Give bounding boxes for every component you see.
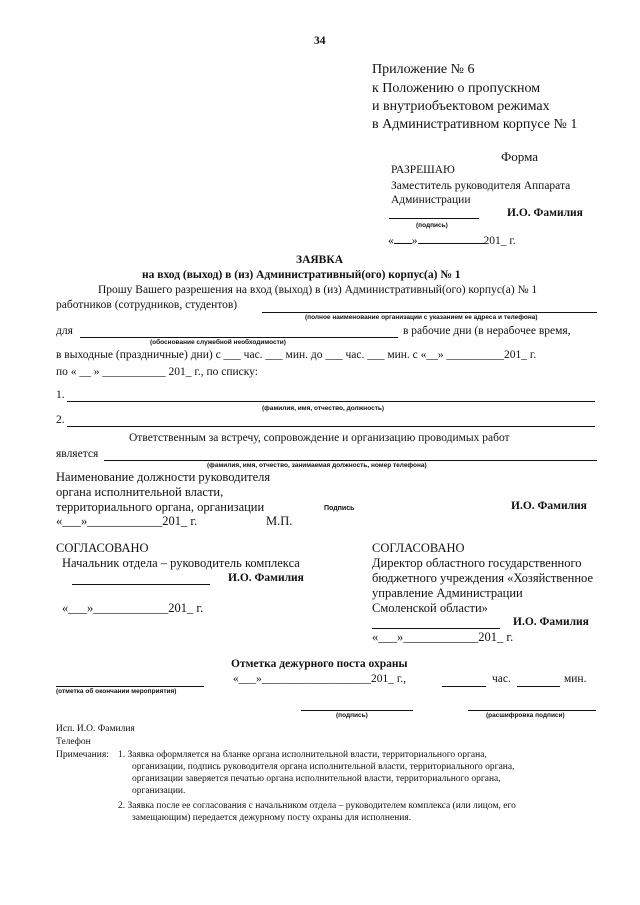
list-item-1-number: 1. [56,389,65,401]
guard-hours-line[interactable] [442,686,486,687]
note-1-line-4: организации. [132,786,186,796]
agree-right-line-2: бюджетного учреждения «Хозяйственное [372,571,594,585]
agree-left-title: СОГЛАСОВАНО [56,541,149,555]
workdays-text: в рабочие дни (в нерабочее время, [403,325,571,337]
approve-title: РАЗРЕШАЮ [391,164,455,176]
list-item-2-number: 2. [56,414,65,426]
agree-right-signature-line[interactable] [372,628,500,629]
for-label: для [56,325,73,337]
until-line: по « __ » ___________ 201_ г., по списку: [56,366,258,378]
note-1-line-1: 1. Заявка оформляется на бланке органа исполнительной власти, территориального органа, [118,750,487,760]
executor: Исп. И.О. Фамилия [56,724,135,734]
agree-right-line-1: Директор областного государственного [372,556,582,570]
guard-decoding-line[interactable] [468,710,596,711]
note-1-line-2: организации, подпись руководителя органа исполнительной власти, территориального органа, [132,762,515,772]
head-position-line-2: органа исполнительной власти, [56,485,224,499]
agree-right-title: СОГЛАСОВАНО [372,541,465,555]
guard-date: «___»___________________201_ г., [233,673,407,685]
fio-caption: (фамилия, имя, отчество, должность) [262,405,385,412]
appendix-line-4: в Административном корпусе № 1 [372,117,578,132]
list-item-2-line[interactable] [67,426,595,427]
approve-line-1: Заместитель руководителя Аппарата [391,180,571,192]
appendix-line-1: Приложение № 6 [372,62,475,77]
request-line-2: работников (сотрудников, студентов) [56,299,238,311]
agree-right-line-4: Смоленской области» [372,601,488,615]
head-date: «___»____________201_ г. [56,514,198,528]
request-subheading: на вход (выход) в (из) Административный(ого) корпус(а) № 1 [142,269,461,281]
request-heading: ЗАЯВКА [296,254,343,266]
org-caption: (полное наименование организации с указанием ее адреса и телефона) [305,314,538,321]
agree-left-name: И.О. Фамилия [228,572,304,584]
approve-line-2: Администрации [391,194,471,206]
signature-word: Подпись [324,505,355,512]
guard-signature-caption: (подпись) [336,712,368,719]
form-label: Форма [501,149,538,164]
guard-decoding-caption: (расшифровка подписи) [486,712,565,719]
approve-signature-line [389,218,479,219]
guard-minutes-line[interactable] [517,686,560,687]
agree-left-date: «___»____________201_ г. [62,601,204,615]
agree-right-date: «___»____________201_ г. [372,630,514,644]
approve-date: « » 201_ г. [388,235,516,247]
note-2-line-2: замещающим) передается дежурному посту охраны для исполнения. [132,813,412,823]
note-1-line-3: организации заверяется печатью органа исполнительной власти, территориального органа, [132,774,501,784]
request-line-1: Прошу Вашего разрешения на вход (выход) в (из) Административный(ого) корпус(а) № 1 [98,284,538,296]
guard-title: Отметка дежурного поста охраны [231,658,408,670]
approve-signature-caption: (подпись) [416,222,448,229]
reason-caption: (обоснование служебной необходимости) [150,339,286,346]
guard-signature-line[interactable] [301,710,413,711]
guard-end-line[interactable] [56,686,204,687]
guard-minutes-label: мин. [564,673,587,685]
responsible-text: Ответственным за встречу, сопровождение и организацию проводимых работ [129,432,510,444]
phone: Телефон [56,737,91,747]
appendix-line-3: и внутриобъектовом режимах [372,99,550,114]
weekend-line: в выходные (праздничные) дни) с ___ час. ___ мин. до ___ час. ___ мин. с «__» __________201_ г. [56,349,537,361]
is-label: является [56,448,99,460]
reason-field-line[interactable] [80,337,398,338]
approve-name: И.О. Фамилия [507,207,583,219]
guard-end-caption: (отметка об окончании мероприятия) [56,688,177,695]
note-2-line-1: 2. Заявка после ее согласования с начальником отдела – руководителем комплекса (или лицом, его [118,801,516,811]
org-field-line[interactable] [262,312,597,313]
list-item-1-line[interactable] [67,401,595,402]
head-position-line-1: Наименование должности руководителя [56,470,271,484]
guard-hours-label: час. [492,673,511,685]
responsible-field-line[interactable] [104,460,597,461]
appendix-line-2: к Положению о пропускном [372,81,541,96]
agree-left-position: Начальник отдела – руководитель комплекса [62,556,300,570]
head-position-line-3: территориального органа, организации [56,500,265,514]
responsible-caption: (фамилия, имя, отчество, занимаемая должность, номер телефона) [207,462,427,469]
notes-label: Примечания: [56,750,109,760]
agree-right-line-3: управление Администрации [372,586,523,600]
head-name: И.О. Фамилия [511,500,587,512]
seal-label: М.П. [266,514,293,528]
page-number: 34 [314,35,326,47]
agree-left-signature-line[interactable] [72,584,210,585]
agree-right-name: И.О. Фамилия [513,616,589,628]
